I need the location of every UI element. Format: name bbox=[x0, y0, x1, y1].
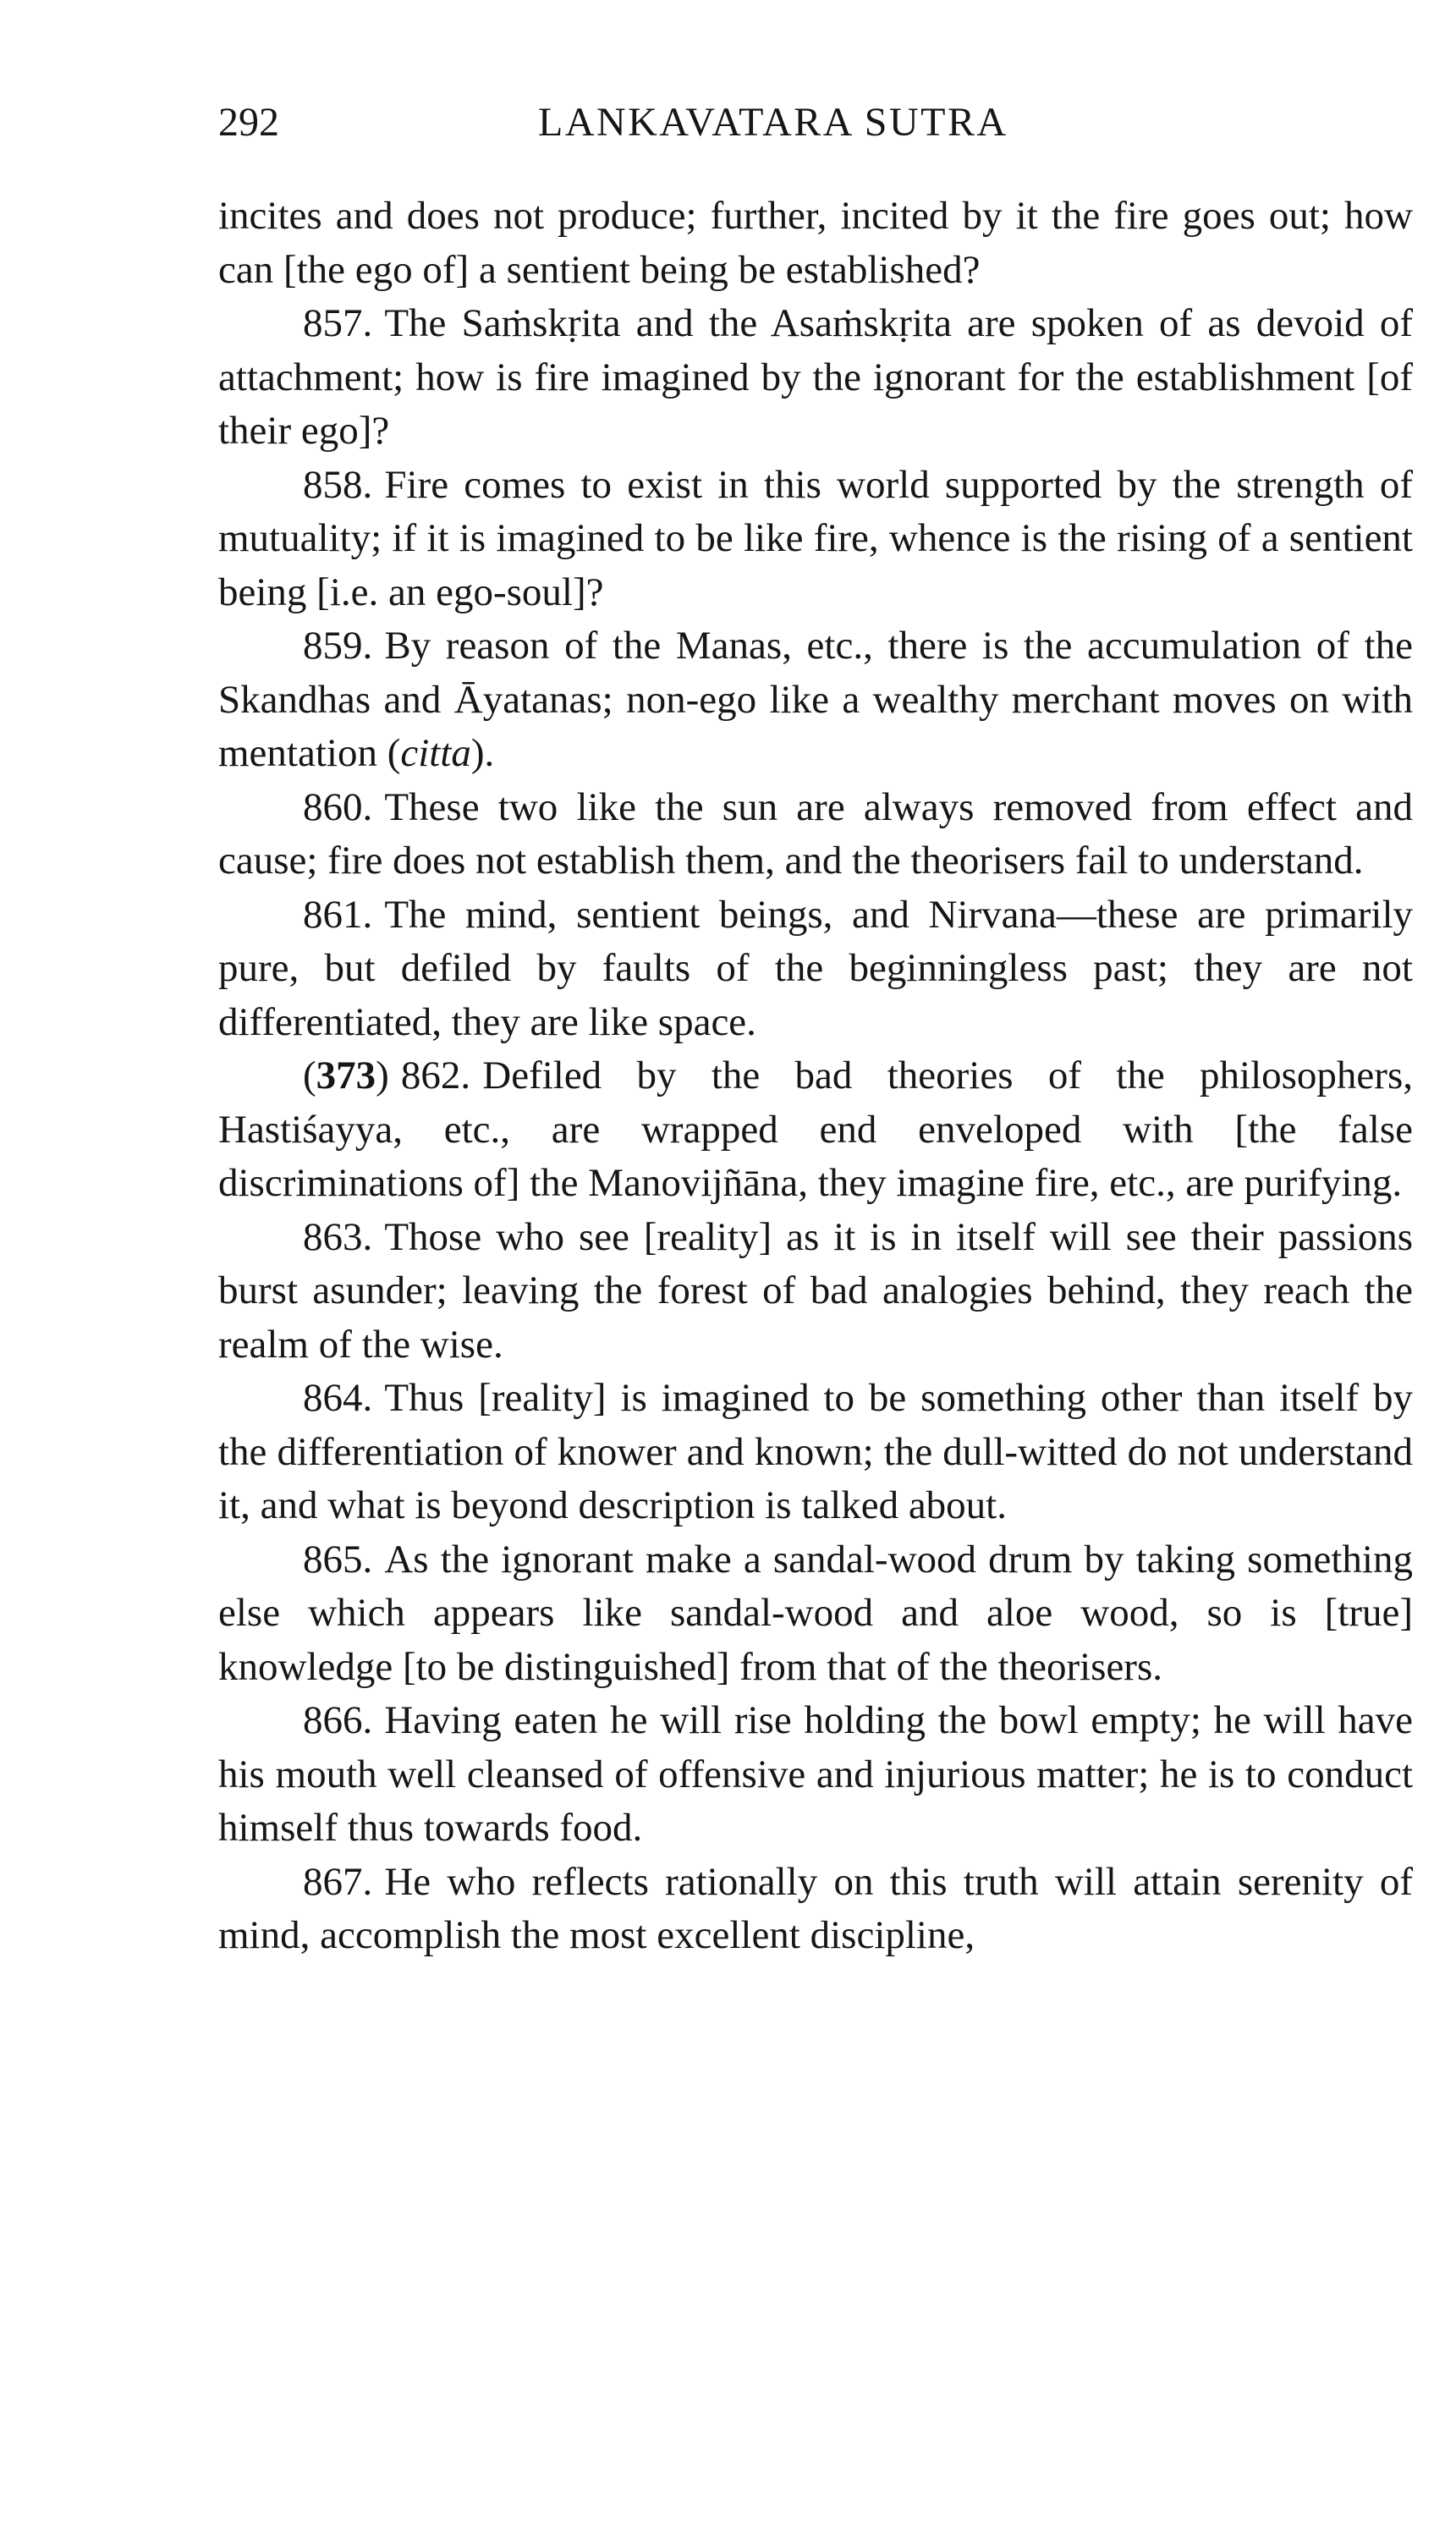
verse-number: 864. bbox=[303, 1376, 373, 1420]
sanskrit-page-marker: 373 bbox=[316, 1053, 376, 1097]
verse-text: The mind, sentient beings, and Nirvana—these are primarily pure, but defiled by faults of the beginningless past; they are not differentiated, they are like space. bbox=[218, 892, 1413, 1044]
page-header bbox=[218, 93, 1413, 152]
verse-number: 867. bbox=[303, 1859, 373, 1904]
verse-861 bbox=[218, 888, 1413, 1050]
verse-number: 859. bbox=[303, 624, 373, 668]
verse-text: The Saṁskṛita and the Asaṁskṛita are spoken of as devoid of attachment; how is fire imagined by the ignorant for the establishment [of their ego]? bbox=[218, 301, 1413, 453]
verse-text: He who reflects rationally on this truth will attain serenity of mind, accomplish the most excellent discipline, bbox=[218, 1859, 1413, 1957]
verse-862 bbox=[218, 1049, 1413, 1211]
verse-text: Defiled by the bad theories of the philosophers, Hastiśayya, etc., are wrapped end enveloped with [the false discriminations of] the Manovijñāna, they imagine fire, etc., are purifying. bbox=[218, 1053, 1413, 1205]
verse-text: Having eaten he will rise holding the bowl empty; he will have his mouth well cleansed of offensive and injurious matter; he is to conduct himself thus towards food. bbox=[218, 1698, 1413, 1850]
book-page bbox=[218, 93, 1413, 1963]
page-number: 292 bbox=[218, 100, 279, 145]
verse-number: 861. bbox=[303, 892, 373, 937]
verse-text: These two like the sun are always removed from effect and cause; fire does not establish them, and the theorisers fail to understand. bbox=[218, 784, 1413, 883]
verse-864 bbox=[218, 1372, 1413, 1533]
verse-number: 858. bbox=[303, 462, 373, 507]
page-body bbox=[218, 190, 1413, 1963]
verse-858 bbox=[218, 459, 1413, 620]
verse-number: 863. bbox=[303, 1214, 373, 1259]
verse-865 bbox=[218, 1533, 1413, 1695]
verse-866 bbox=[218, 1694, 1413, 1856]
sanskrit-page-marker-open: ( bbox=[303, 1053, 316, 1097]
verse-867 bbox=[218, 1856, 1413, 1963]
verse-number: 862. bbox=[400, 1053, 471, 1097]
verse-number: 865. bbox=[303, 1537, 373, 1582]
verse-text: As the ignorant make a sandal-wood drum by taking something else which appears like sandal-wood and aloe wood, so is [true] knowledge [to be distinguished] from that of the theorisers. bbox=[218, 1537, 1413, 1689]
verse-number: 860. bbox=[303, 784, 373, 829]
verse-863 bbox=[218, 1211, 1413, 1373]
verse-number: 857. bbox=[303, 301, 373, 345]
sanskrit-page-marker-close: ) bbox=[376, 1053, 389, 1097]
italic-term-citta: citta bbox=[400, 731, 471, 775]
verse-text: By reason of the Manas, etc., there is the accumulation of the Skandhas and Āyatanas; non-ego like a wealthy merchant moves on with mentation ( bbox=[218, 624, 1413, 775]
verse-text: Thus [reality] is imagined to be something other than itself by the differentiation of knower and known; the dull-witted do not understand it, and what is beyond description is talked about. bbox=[218, 1376, 1413, 1527]
opening-paragraph: incites and does not produce; further, incited by it the fire goes out; how can [the ego of] a sentient being be established? bbox=[218, 194, 1413, 292]
verse-text: Fire comes to exist in this world supported by the strength of mutuality; if it is imagined to be like fire, whence is the rising of a sentient being [i.e. an ego-soul]? bbox=[218, 462, 1413, 614]
verse-number: 866. bbox=[303, 1698, 373, 1742]
verse-857 bbox=[218, 297, 1413, 459]
verse-text-end: ). bbox=[470, 731, 495, 775]
running-title: LANKAVATARA SUTRA bbox=[538, 100, 1008, 145]
verse-860 bbox=[218, 781, 1413, 888]
verse-859 bbox=[218, 619, 1413, 781]
verse-text: Those who see [reality] as it is in itself will see their passions burst asunder; leaving the forest of bad analogies behind, they reach the realm of the wise. bbox=[218, 1214, 1413, 1367]
